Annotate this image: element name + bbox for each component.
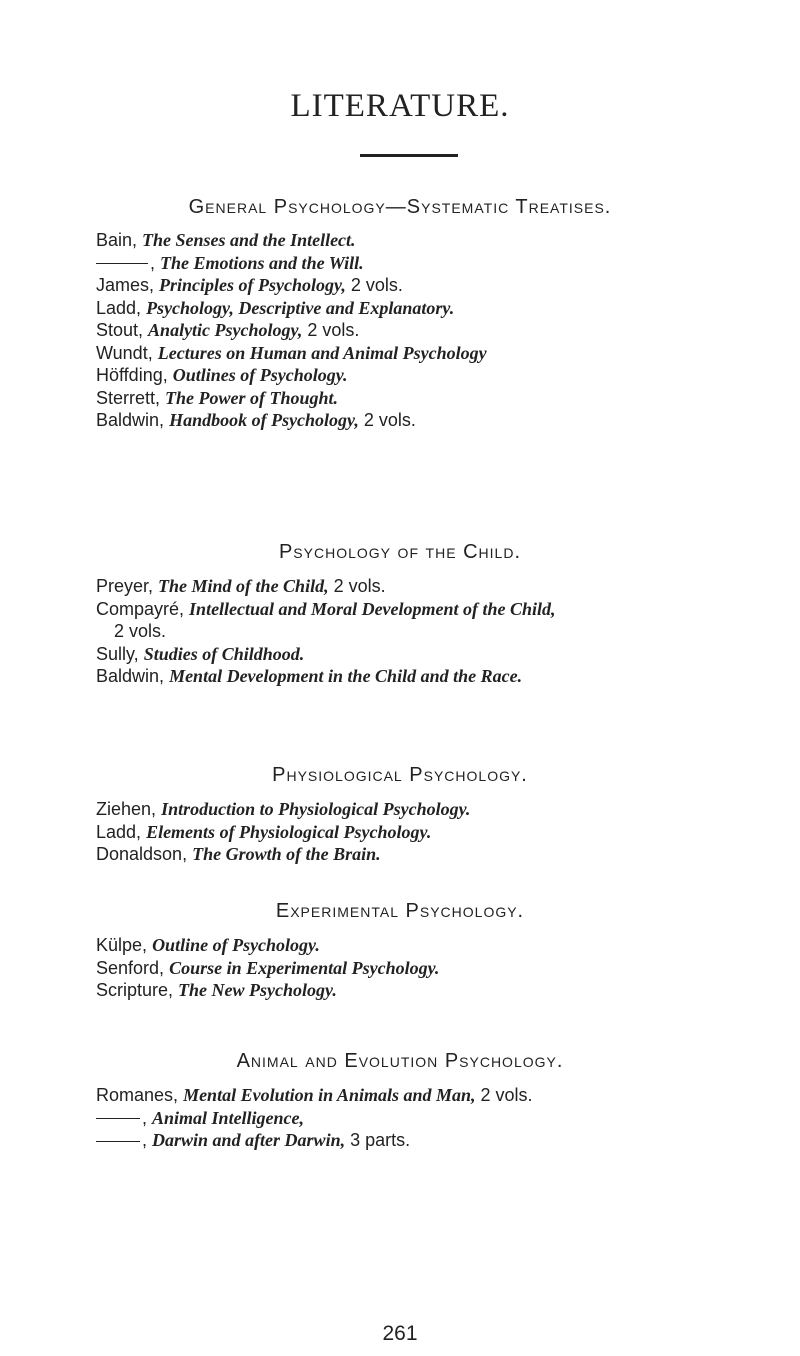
bibliography-entry bbox=[96, 934, 776, 956]
bibliography-entry bbox=[96, 409, 776, 431]
entry-author: Donaldson, bbox=[96, 844, 188, 864]
entry-title: The Senses and the Intellect. bbox=[142, 230, 356, 250]
entry-title: Principles of Psychology, bbox=[159, 275, 346, 295]
entry-title: Mental Development in the Child and the Race. bbox=[169, 666, 523, 686]
entry-author: , bbox=[150, 252, 156, 273]
ditto-dash bbox=[96, 263, 148, 264]
title-rule bbox=[360, 154, 458, 157]
bibliography-entry bbox=[96, 665, 776, 687]
section-heading: General Psychology—Systematic Treatises. bbox=[188, 196, 612, 218]
entry-author: Senford, bbox=[96, 957, 165, 978]
bibliography-entry bbox=[96, 274, 776, 296]
entry-title: The Emotions and the Will. bbox=[160, 252, 364, 273]
entry-author: Ziehen, bbox=[96, 799, 157, 819]
entry-title: Intellectual and Moral Development of the Child, bbox=[189, 598, 556, 619]
bibliography-entry bbox=[96, 229, 776, 251]
entry-author: Wundt, bbox=[96, 342, 153, 363]
entry-author: Külpe, bbox=[96, 935, 148, 955]
entry-author: Baldwin, bbox=[96, 410, 165, 430]
bibliography-entry bbox=[96, 387, 776, 409]
bibliography-entry bbox=[96, 843, 776, 865]
entry-note: 2 vols. bbox=[480, 1085, 533, 1105]
bibliography-entry bbox=[96, 821, 776, 843]
entry-author: Sterrett, bbox=[96, 387, 161, 408]
entry-author: Ladd, bbox=[96, 821, 142, 842]
bibliography-entry bbox=[96, 598, 776, 642]
entry-author: Ladd, bbox=[96, 297, 142, 318]
entry-title: Handbook of Psychology, bbox=[169, 410, 359, 430]
page-number: 261 bbox=[382, 1322, 418, 1345]
entry-author: Bain, bbox=[96, 230, 138, 250]
entry-title: Elements of Physiological Psychology. bbox=[146, 821, 432, 842]
entry-note: 2 vols. bbox=[333, 576, 386, 596]
entry-author: , bbox=[142, 1130, 148, 1150]
bibliography-entry bbox=[96, 957, 776, 979]
entry-note: 2 vols. bbox=[307, 320, 360, 340]
entry-note: 3 parts. bbox=[350, 1130, 411, 1150]
entry-note: 2 vols. bbox=[363, 410, 416, 430]
bibliography-entry bbox=[96, 798, 776, 820]
section-heading: Psychology of the Child. bbox=[278, 541, 522, 563]
entry-author: Compayré, bbox=[96, 598, 185, 619]
entry-note: 2 vols. bbox=[350, 275, 403, 295]
entry-title: Psychology, Descriptive and Explanatory. bbox=[146, 297, 455, 318]
entry-author: , bbox=[142, 1107, 148, 1128]
bibliography-entry bbox=[96, 643, 776, 665]
entry-author: Scripture, bbox=[96, 980, 174, 1000]
bibliography-entry bbox=[96, 1084, 776, 1106]
page-title: LITERATURE. bbox=[290, 88, 510, 124]
bibliography-entry bbox=[96, 364, 776, 386]
entry-title: Course in Experimental Psychology. bbox=[169, 957, 440, 978]
section-heading: Physiological Psychology. bbox=[272, 764, 528, 786]
ditto-dash bbox=[96, 1141, 140, 1142]
entry-title: Introduction to Physiological Psychology. bbox=[161, 799, 471, 819]
bibliography-entry bbox=[96, 575, 776, 597]
bibliography-entry bbox=[96, 342, 776, 364]
bibliography-entry bbox=[96, 1129, 776, 1151]
entry-title: The New Psychology. bbox=[178, 980, 337, 1000]
entry-title: The Mind of the Child, bbox=[158, 576, 329, 596]
entry-author: Baldwin, bbox=[96, 666, 165, 686]
entry-author: James, bbox=[96, 275, 155, 295]
entry-title: Darwin and after Darwin, bbox=[152, 1130, 346, 1150]
entry-continuation: 2 vols. bbox=[114, 620, 167, 641]
entry-title: The Power of Thought. bbox=[165, 387, 339, 408]
section-heading: Experimental Psychology. bbox=[275, 900, 525, 922]
entry-title: Studies of Childhood. bbox=[143, 643, 305, 664]
bibliography-entry bbox=[96, 252, 776, 274]
entry-title: Lectures on Human and Animal Psychology bbox=[157, 342, 487, 363]
entry-title: Animal Intelligence, bbox=[152, 1107, 305, 1128]
entry-title: The Growth of the Brain. bbox=[192, 844, 381, 864]
bibliography-entry bbox=[96, 979, 776, 1001]
entry-author: Höffding, bbox=[96, 365, 168, 385]
bibliography-entry bbox=[96, 1107, 776, 1129]
entry-title: Outline of Psychology. bbox=[152, 935, 320, 955]
ditto-dash bbox=[96, 1118, 140, 1119]
entry-author: Romanes, bbox=[96, 1085, 179, 1105]
entry-author: Stout, bbox=[96, 320, 144, 340]
entry-title: Analytic Psychology, bbox=[148, 320, 303, 340]
entry-author: Preyer, bbox=[96, 576, 154, 596]
bibliography-entry bbox=[96, 297, 776, 319]
section-heading: Animal and Evolution Psychology. bbox=[236, 1050, 564, 1072]
entry-author: Sully, bbox=[96, 643, 139, 664]
bibliography-entry bbox=[96, 319, 776, 341]
entry-title: Mental Evolution in Animals and Man, bbox=[183, 1085, 476, 1105]
entry-title: Outlines of Psychology. bbox=[172, 365, 348, 385]
